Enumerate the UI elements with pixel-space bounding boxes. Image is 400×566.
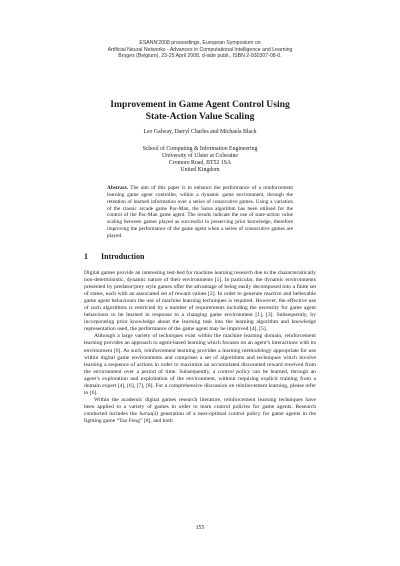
paragraph-3 <box>84 397 316 425</box>
paragraph-3-emphasis: Sarsa(λ) <box>139 410 159 417</box>
section-title: Introduction <box>101 252 145 261</box>
body-text <box>84 270 316 425</box>
paragraph-1: Digital games provide an interesting test-bed for machine learning research due to the characteristically non-deterministic, dynamic nature of their environments [1]. In particular, the dynamic environments presented by predator/prey style games offer the advantage of being easily decomposed into a finite set of states, each with an associated set of reward values [2]. In order to generate reactive and believable game agent behaviours the use of machine learning techniques is required. However, the effective use of such algorithms is restricted by a number of requirements including the necessity for game agent behaviours to be learned in response to a changing game environment [1], [3]. Subsequently, by incorporating prior knowledge about the learning task into the learning algorithm and knowledge representation used, the performance of the game agent may be improved [4], [5]. <box>84 270 316 333</box>
paragraph-2-part-b: can be learned, through an agent’s exploration and exploitation of the environment, without requiring explicit training from a domain expert [4], [6], [7], [8]. For a comprehensive discussion on reinforcement learning, please refer to [6]. <box>84 368 316 396</box>
title-line-2: State-Action Value Scaling <box>145 111 255 122</box>
paragraph-2-part-a: Although a large variety of techniques exist within the machine learning domain, reinforcement learning provides an approach to agent-based learning which focuses on an agent’s interactions with its environment [6]. As such, reinforcement learning provides a learning methodology appropriate for use within digital game environments and comprises a set of algorithms and techniques which involve learning a sequence of actions in order to maximize an accumulated discounted reward received from the environment over a period of time. Subsequently, a <box>84 333 316 375</box>
abstract-text: The aim of this paper is to enhance the performance of a reinforcement learning game agent controller, within a dynamic game environment, through the retention of learned information over a series of consecutive games. Using a variation of the classic arcade game Pac-Man, the Sarsa algorithm has been utilised for the control of the Pac-Man game agent. The results indicate the use of state-action value scaling between games played as successful in preserving prior knowledge, therefore improving the performance of the game agent when a series of consecutive games are played. <box>107 185 293 239</box>
paragraph-2-emphasis: control policy <box>217 368 250 375</box>
affiliation-line-2: University of Ulster at Coleraine <box>162 153 238 159</box>
authors: Leo Galway, Darryl Charles and Michaela Black <box>143 129 257 135</box>
proceedings-line-2: Artificial Neural Networks - Advances in Computational Intelligence and Learning <box>107 46 293 53</box>
abstract-label: Abstract. <box>107 185 129 191</box>
paragraph-3-part-a: Within the academic digital games research literature, reinforcement learning techniques have been applied to a variety of games in order to learn control policies for game agents. Research conducted includes the <box>84 396 316 417</box>
paper-title <box>0 99 400 123</box>
proceedings-header <box>0 40 400 60</box>
affiliation <box>0 146 400 174</box>
title-line-1: Improvement in Game Agent Control Using <box>110 99 290 110</box>
proceedings-line-3: Bruges (Belgium), 23-25 April 2008, d-side publi., ISBN 2-930307-08-0. <box>118 53 282 60</box>
paragraph-3-part-b: generation of a near-optimal control policy for game agents in the fighting game “Tao Feng” [8], and both <box>84 410 316 424</box>
affiliation-line-1: School of Computing & Information Engineering <box>142 146 258 152</box>
paragraph-2 <box>84 333 316 396</box>
section-heading <box>84 252 144 262</box>
section-number: 1 <box>84 252 88 261</box>
page-number: 155 <box>195 525 205 531</box>
affiliation-line-3: Cromore Road, BT52 1SA <box>168 160 232 166</box>
affiliation-line-4: United Kingdom <box>180 167 220 173</box>
abstract <box>107 185 293 240</box>
proceedings-line-1: ESANN'2008 proceedings, European Symposium on <box>139 40 261 46</box>
